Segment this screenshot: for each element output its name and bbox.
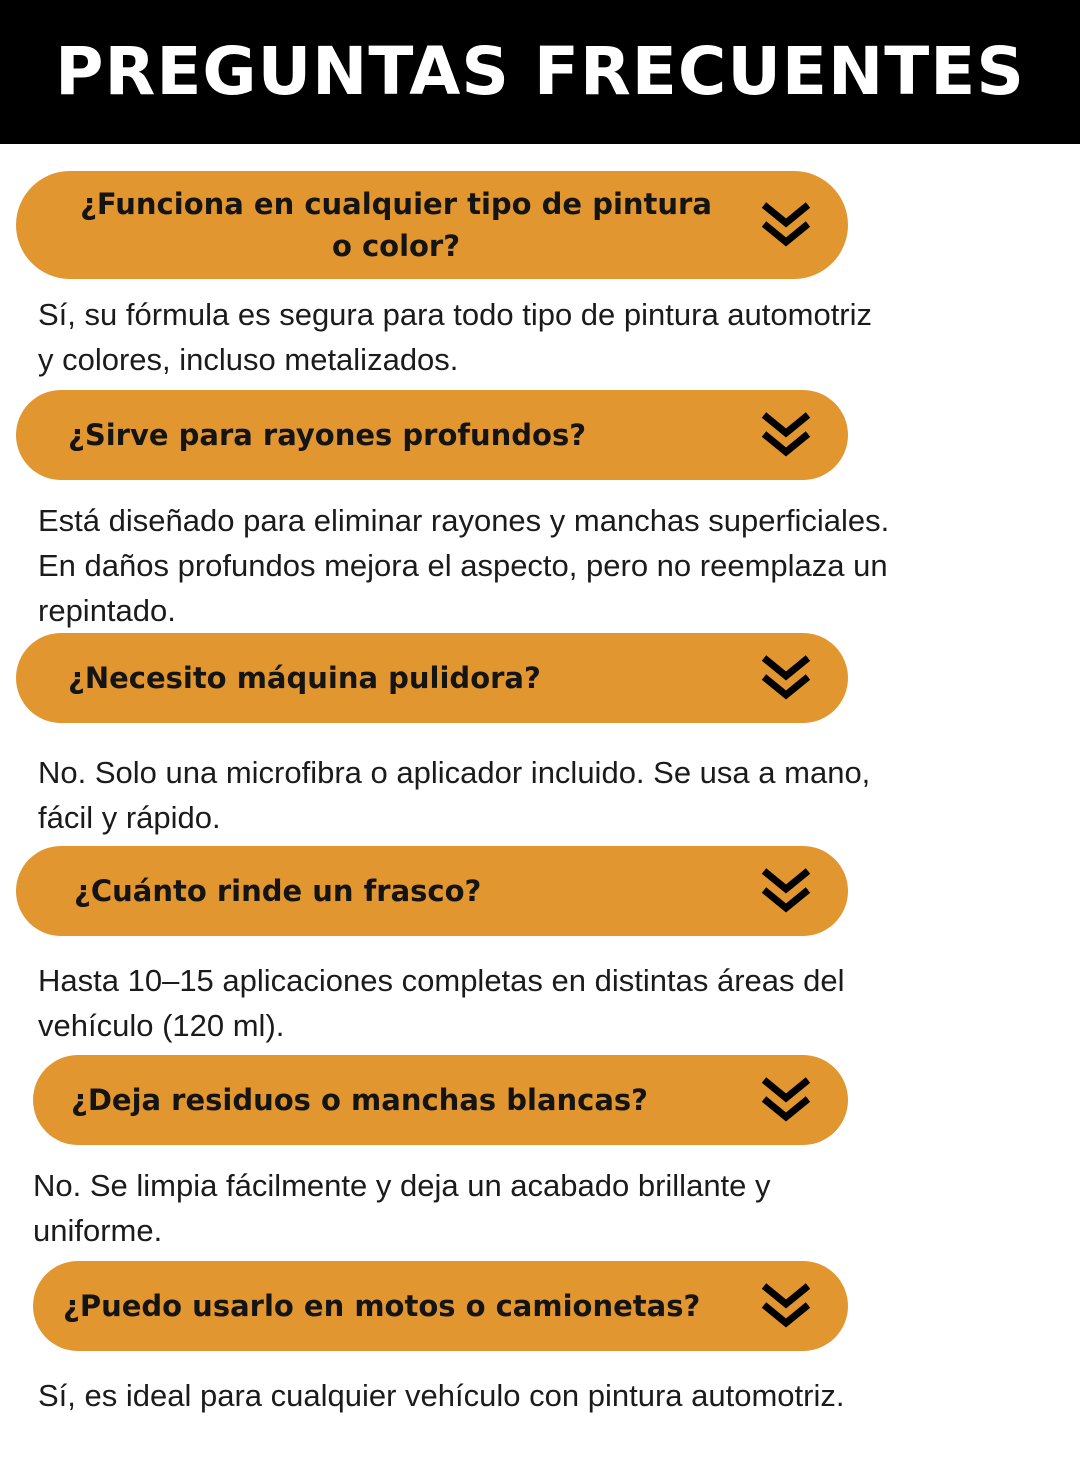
- chevron-double-down-icon: [758, 866, 814, 916]
- faq-question-text: ¿Sirve para rayones profundos?: [68, 417, 587, 452]
- faq-question-text: ¿Puedo usarlo en motos o camionetas?: [63, 1288, 701, 1323]
- chevron-double-down-icon: [758, 653, 814, 703]
- page-title: PREGUNTAS FRECUENTES: [55, 33, 1025, 110]
- faq-answer-line: Sí, su fórmula es segura para todo tipo de pintura automotriz: [38, 297, 873, 332]
- faq-question-line: o color?: [331, 229, 461, 263]
- faq-answer-line: Está diseñado para eliminar rayones y manchas superficiales.: [38, 503, 890, 538]
- faq-answer-vehicles: [38, 1373, 1048, 1418]
- faq-answer-deep-scratches: [38, 498, 1048, 633]
- faq-question-polisher[interactable]: [16, 633, 848, 723]
- chevron-double-down-icon: [758, 200, 814, 250]
- chevron-double-down-icon: [758, 410, 814, 460]
- faq-answer-line: uniforme.: [33, 1213, 163, 1248]
- faq-answer-line: Sí, es ideal para cualquier vehículo con pintura automotriz.: [38, 1378, 845, 1413]
- chevron-double-down-icon: [758, 1075, 814, 1125]
- faq-answer-paint-type: [38, 292, 1048, 382]
- faq-question-residue[interactable]: [33, 1055, 848, 1145]
- faq-answer-line: En daños profundos mejora el aspecto, pero no reemplaza un: [38, 548, 888, 583]
- faq-answer-line: No. Se limpia fácilmente y deja un acabado brillante y: [33, 1168, 771, 1203]
- faq-answer-line: vehículo (120 ml).: [38, 1008, 285, 1043]
- faq-question-text: [56, 183, 736, 267]
- faq-answer-line: repintado.: [38, 593, 176, 628]
- faq-question-text: ¿Cuánto rinde un frasco?: [74, 873, 482, 908]
- faq-question-deep-scratches[interactable]: [16, 390, 848, 480]
- faq-answer-polisher: [38, 750, 1048, 840]
- faq-question-line: ¿Funciona en cualquier tipo de pintura: [80, 186, 712, 221]
- chevron-double-down-icon: [758, 1281, 814, 1331]
- faq-answer-line: fácil y rápido.: [38, 800, 221, 835]
- faq-answer-line: No. Solo una microfibra o aplicador incluido. Se usa a mano,: [38, 755, 871, 790]
- faq-answer-yield: [38, 958, 1048, 1048]
- faq-question-text: ¿Deja residuos o manchas blancas?: [71, 1082, 648, 1117]
- faq-question-paint-type[interactable]: [16, 171, 848, 279]
- faq-question-text: ¿Necesito máquina pulidora?: [68, 660, 541, 695]
- faq-answer-line: y colores, incluso metalizados.: [38, 342, 459, 377]
- faq-answer-line: Hasta 10–15 aplicaciones completas en distintas áreas del: [38, 963, 845, 998]
- faq-question-vehicles[interactable]: [33, 1261, 848, 1351]
- header-banner: [0, 0, 1080, 144]
- faq-question-yield[interactable]: [16, 846, 848, 936]
- faq-answer-residue: [33, 1163, 1043, 1253]
